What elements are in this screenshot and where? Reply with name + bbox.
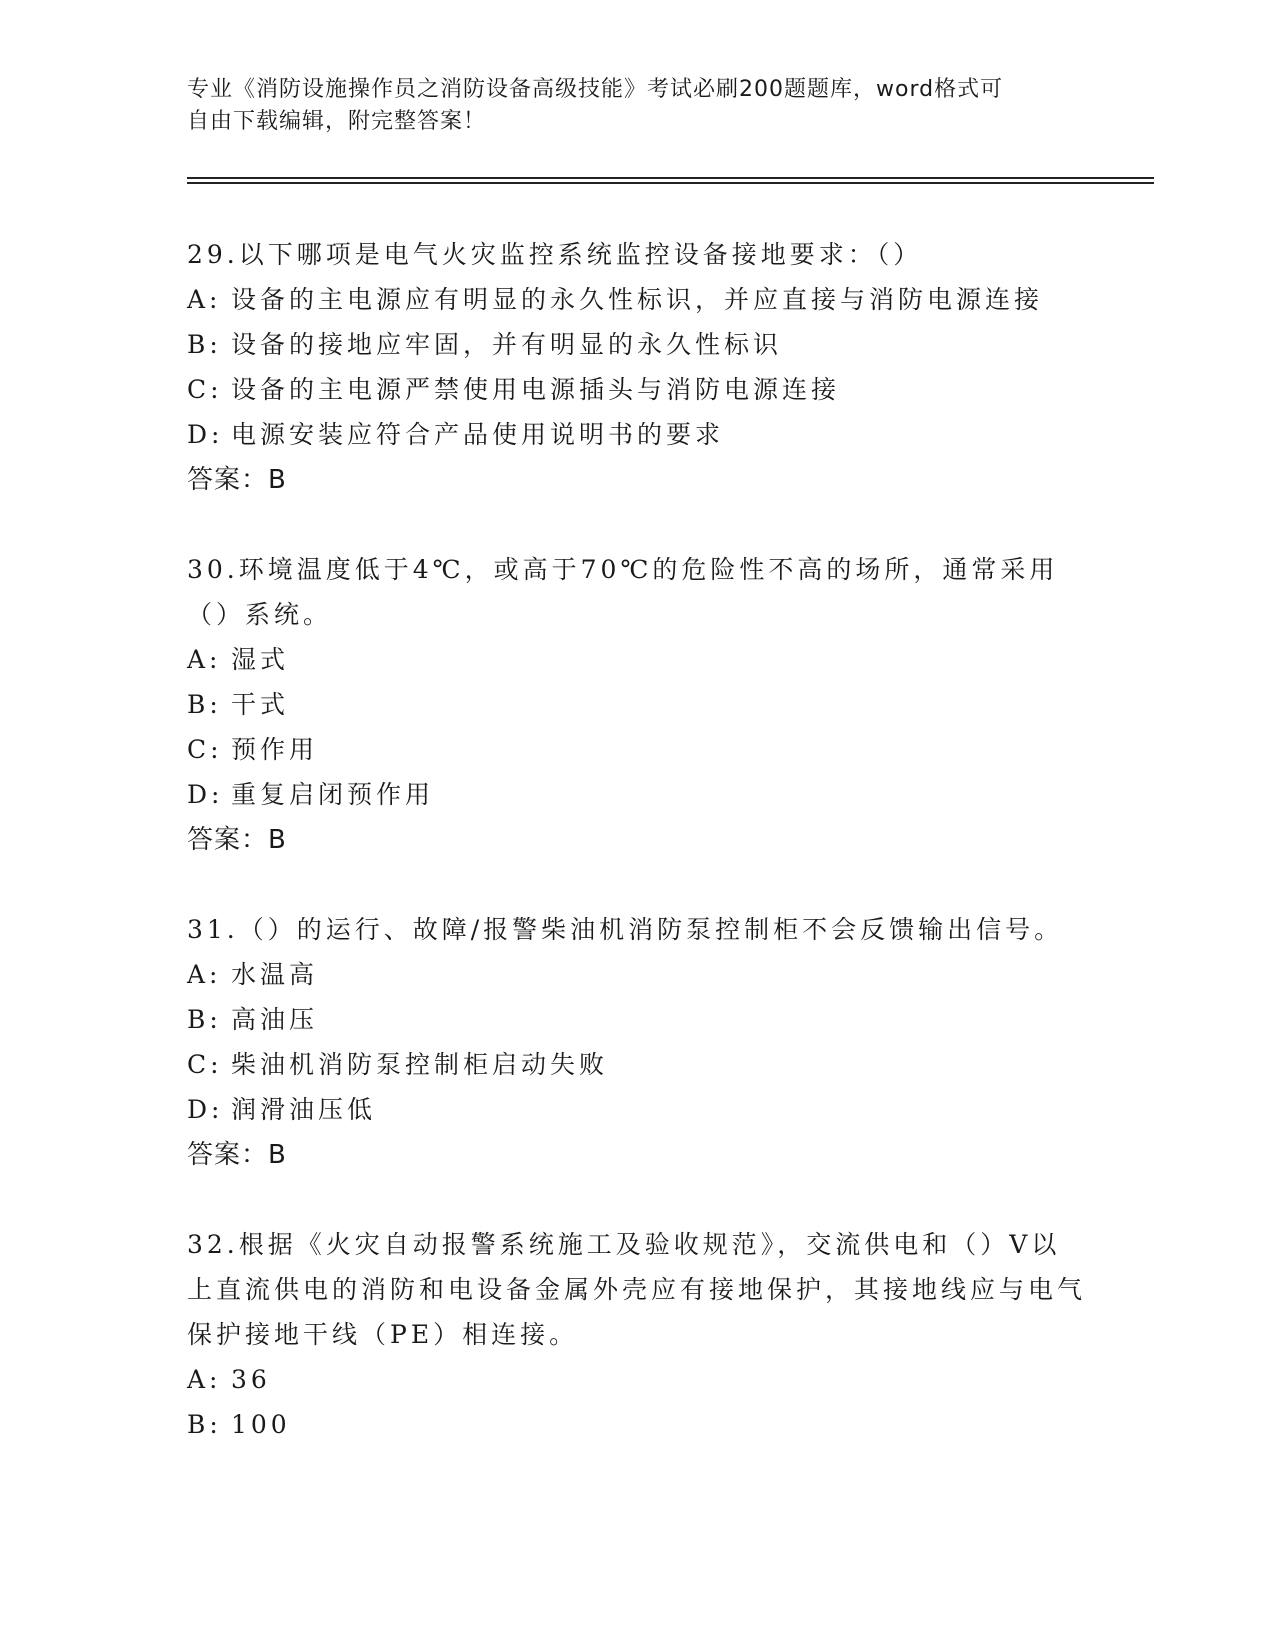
header-line-2: 自由下载编辑，附完整答案！ <box>187 109 487 134</box>
question-list <box>187 232 1087 1491</box>
header-divider-bottom <box>187 182 1154 184</box>
option-b <box>187 997 1087 1042</box>
option-text: 水温高 <box>231 960 319 989</box>
option-c <box>187 1042 1087 1087</box>
option-key: D: <box>187 780 224 809</box>
option-text: 设备的接地应牢固，并有明显的永久性标识 <box>231 330 783 359</box>
question-text: 29.以下哪项是电气火灾监控系统监控设备接地要求：（） <box>187 240 923 269</box>
option-text: 预作用 <box>231 735 319 764</box>
question-31 <box>187 907 1087 1178</box>
option-text: 干式 <box>231 690 290 719</box>
option-text: 高油压 <box>231 1005 319 1034</box>
option-text: 润滑油压低 <box>231 1095 377 1124</box>
option-a <box>187 277 1087 322</box>
option-text: 100 <box>231 1410 291 1439</box>
document-header <box>187 74 1067 138</box>
question-text: 30.环境温度低于4℃，或高于70℃的危险性不高的场所，通常采用（）系统。 <box>187 555 1059 629</box>
option-key: A: <box>187 285 222 314</box>
option-a <box>187 637 1087 682</box>
option-d <box>187 772 1087 817</box>
option-b <box>187 682 1087 727</box>
option-key: C: <box>187 735 223 764</box>
option-c <box>187 367 1087 412</box>
option-key: B: <box>187 1005 222 1034</box>
option-text: 电源安装应符合产品使用说明书的要求 <box>231 420 725 449</box>
option-key: D: <box>187 1095 224 1124</box>
question-30 <box>187 547 1087 863</box>
option-text: 柴油机消防泵控制柜启动失败 <box>231 1050 609 1079</box>
option-d <box>187 412 1087 457</box>
option-key: A: <box>187 645 222 674</box>
option-a <box>187 952 1087 997</box>
option-key: B: <box>187 330 222 359</box>
question-29 <box>187 232 1087 503</box>
question-text: 32.根据《火灾自动报警系统施工及验收规范》，交流供电和（）V以上直流供电的消防和电设备金属外壳应有接地保护，其接地线应与电气保护接地干线（PE）相连接。 <box>187 1230 1087 1349</box>
question-32 <box>187 1222 1087 1447</box>
option-text: 重复启闭预作用 <box>231 780 435 809</box>
question-text: 31.（）的运行、故障/报警柴油机消防泵控制柜不会反馈输出信号。 <box>187 915 1064 944</box>
header-line-1: 专业《消防设施操作员之消防设备高级技能》考试必刷200题题库，word格式可 <box>187 77 1004 102</box>
option-text: 设备的主电源应有明显的永久性标识，并应直接与消防电源连接 <box>231 285 1044 314</box>
answer: 答案：B <box>187 465 287 495</box>
option-c <box>187 727 1087 772</box>
option-key: A: <box>187 960 222 989</box>
option-key: C: <box>187 375 223 404</box>
option-key: B: <box>187 690 222 719</box>
option-text: 设备的主电源严禁使用电源插头与消防电源连接 <box>231 375 841 404</box>
header-divider-top <box>187 177 1154 179</box>
option-b <box>187 1402 1087 1447</box>
answer: 答案：B <box>187 1140 287 1170</box>
answer: 答案：B <box>187 825 287 855</box>
option-text: 湿式 <box>231 645 290 674</box>
option-a <box>187 1357 1087 1402</box>
option-key: A: <box>187 1365 222 1394</box>
option-key: D: <box>187 420 224 449</box>
option-d <box>187 1087 1087 1132</box>
option-text: 36 <box>231 1365 271 1394</box>
option-key: B: <box>187 1410 222 1439</box>
option-b <box>187 322 1087 367</box>
option-key: C: <box>187 1050 223 1079</box>
